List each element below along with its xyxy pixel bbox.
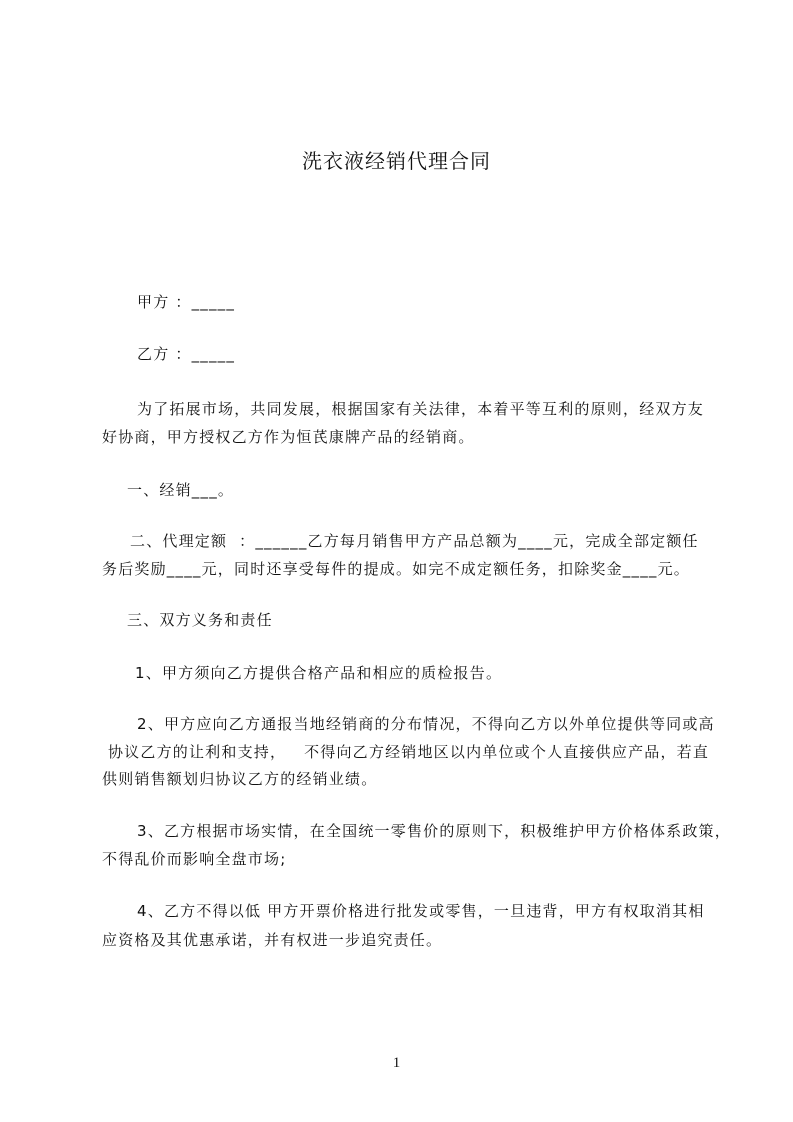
section-2-line-1: 二、代理定额 ：______乙方每月销售甲方产品总额为____元，完成全部定额任 bbox=[130, 532, 699, 550]
preamble-line-1: 为了拓展市场，共同发展，根据国家有关法律，本着平等互利的原则，经双方友 bbox=[137, 400, 705, 418]
section-1-heading: 一、经销___。 bbox=[127, 481, 235, 499]
item-4-line-1: 4、乙方不得以低 甲方开票价格进行批发或零售，一旦违背，甲方有权取消其相 bbox=[137, 902, 705, 920]
preamble-line-2: 好协商，甲方授权乙方作为恒芪康牌产品的经销商。 bbox=[102, 428, 475, 446]
section-2-line-2: 务后奖励____元，同时还享受每件的提成。如完不成定额任务，扣除奖金____元。 bbox=[102, 560, 691, 578]
item-2-line-2: 协议乙方的让利和支持， 不得向乙方经销地区以内单位或个人直接供应产品，若直 bbox=[102, 743, 710, 761]
item-1: 1、甲方须向乙方提供合格产品和相应的质检报告。 bbox=[135, 664, 503, 682]
party-a-line: 甲方 ：_____ bbox=[137, 293, 236, 311]
item-2-line-3: 供则销售额划归协议乙方的经销业绩。 bbox=[102, 770, 378, 788]
item-4-line-2: 应资格及其优惠承诺，并有权进一步追究责任。 bbox=[102, 931, 443, 949]
section-3-heading: 三、双方义务和责任 bbox=[127, 611, 273, 629]
item-3-line-2: 不得乱价而影响全盘市场; bbox=[102, 850, 287, 868]
item-3-line-1: 3、乙方根据市场实情，在全国统一零售价的原则下，积极维护甲方价格体系政策， bbox=[137, 822, 731, 840]
party-b-line: 乙方 ：_____ bbox=[137, 345, 236, 363]
item-2-line-1: 2、甲方应向乙方通报当地经销商的分布情况，不得向乙方以外单位提供等同或高 bbox=[137, 715, 715, 733]
page-number: 1 bbox=[392, 1055, 401, 1071]
document-title: 洗衣液经销代理合同 bbox=[302, 149, 491, 173]
